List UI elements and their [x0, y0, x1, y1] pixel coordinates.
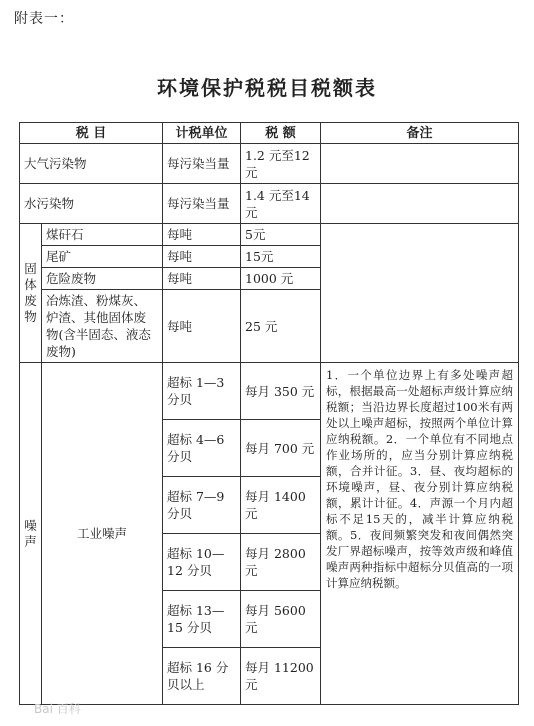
air-item: 大气污染物 — [20, 144, 163, 184]
table-row — [20, 184, 519, 224]
solid-item: 危险废物 — [42, 268, 163, 290]
solid-item: 尾矿 — [42, 246, 163, 268]
air-note — [321, 144, 519, 184]
solid-category-char: 固 — [24, 261, 37, 276]
noise-category-char: 噪 — [24, 517, 37, 533]
noise-amount: 每月 11200元 — [241, 648, 321, 705]
watermark: Bai 百科 — [34, 702, 81, 716]
noise-amount: 每月 5600元 — [241, 591, 321, 648]
noise-amount: 每月 700 元 — [241, 420, 321, 477]
noise-unit: 超标 1—3分贝 — [163, 363, 241, 420]
solid-category — [20, 224, 42, 363]
water-note — [321, 184, 519, 224]
solid-category-char: 物 — [24, 309, 37, 324]
solid-category-char: 体 — [24, 277, 37, 292]
table-row — [20, 144, 519, 184]
solid-note — [321, 224, 519, 363]
air-unit: 每污染当量 — [163, 144, 241, 184]
water-amount: 1.4 元至14元 — [241, 184, 321, 224]
solid-category-char: 废 — [24, 293, 37, 308]
header-amount: 税 额 — [241, 123, 321, 144]
noise-amount: 每月 2800元 — [241, 534, 321, 591]
tax-table — [19, 122, 519, 705]
solid-unit: 每吨 — [163, 268, 241, 290]
noise-unit: 超标 16 分贝以上 — [163, 648, 241, 705]
noise-unit: 超标 7—9分贝 — [163, 477, 241, 534]
solid-unit: 每吨 — [163, 290, 241, 363]
noise-item: 工业噪声 — [42, 363, 163, 705]
table-header-row — [20, 123, 519, 144]
header-note: 备注 — [321, 123, 519, 144]
solid-item: 煤矸石 — [42, 224, 163, 246]
solid-item: 冶炼渣、粉煤灰、炉渣、其他固体废物(含半固态、液态废物) — [42, 290, 163, 363]
noise-unit: 超标 13—15 分贝 — [163, 591, 241, 648]
solid-amount: 1000 元 — [241, 268, 321, 290]
water-item: 水污染物 — [20, 184, 163, 224]
attachment-label: 附表一： — [14, 11, 74, 27]
noise-unit: 超标 4—6分贝 — [163, 420, 241, 477]
solid-amount: 25 元 — [241, 290, 321, 363]
solid-unit: 每吨 — [163, 224, 241, 246]
noise-amount: 每月 1400元 — [241, 477, 321, 534]
noise-category-char: 声 — [24, 533, 37, 549]
table-row — [20, 363, 519, 420]
header-unit: 计税单位 — [163, 123, 241, 144]
air-amount: 1.2 元至12元 — [241, 144, 321, 184]
noise-unit: 超标 10—12 分贝 — [163, 534, 241, 591]
table-row — [20, 224, 519, 246]
solid-amount: 5元 — [241, 224, 321, 246]
noise-amount: 每月 350 元 — [241, 363, 321, 420]
noise-category — [20, 363, 42, 705]
noise-note: 1．一个单位边界上有多处噪声超标，根据最高一处超标声级计算应纳税额；当沿边界长度超过100米有两处以上噪声超标，按照两个单位计算应纳税额。2．一个单位有不同地点作业场所的，应当分别计算应纳税额，合并计征。3．昼、夜均超标的环境噪声，昼、夜分别计算应纳税额，累计计征。4．声源一个月内超标不足15天的，减半计算应纳税额。5．夜间频繁突发和夜间偶然突发厂界超标噪声，按等效声级和峰值噪声两种指标中超标分贝值高的一项计算应纳税额。 — [321, 363, 519, 705]
header-item: 税 目 — [20, 123, 163, 144]
solid-unit: 每吨 — [163, 246, 241, 268]
page-title: 环境保护税税目税额表 — [157, 76, 377, 100]
solid-amount: 15元 — [241, 246, 321, 268]
water-unit: 每污染当量 — [163, 184, 241, 224]
